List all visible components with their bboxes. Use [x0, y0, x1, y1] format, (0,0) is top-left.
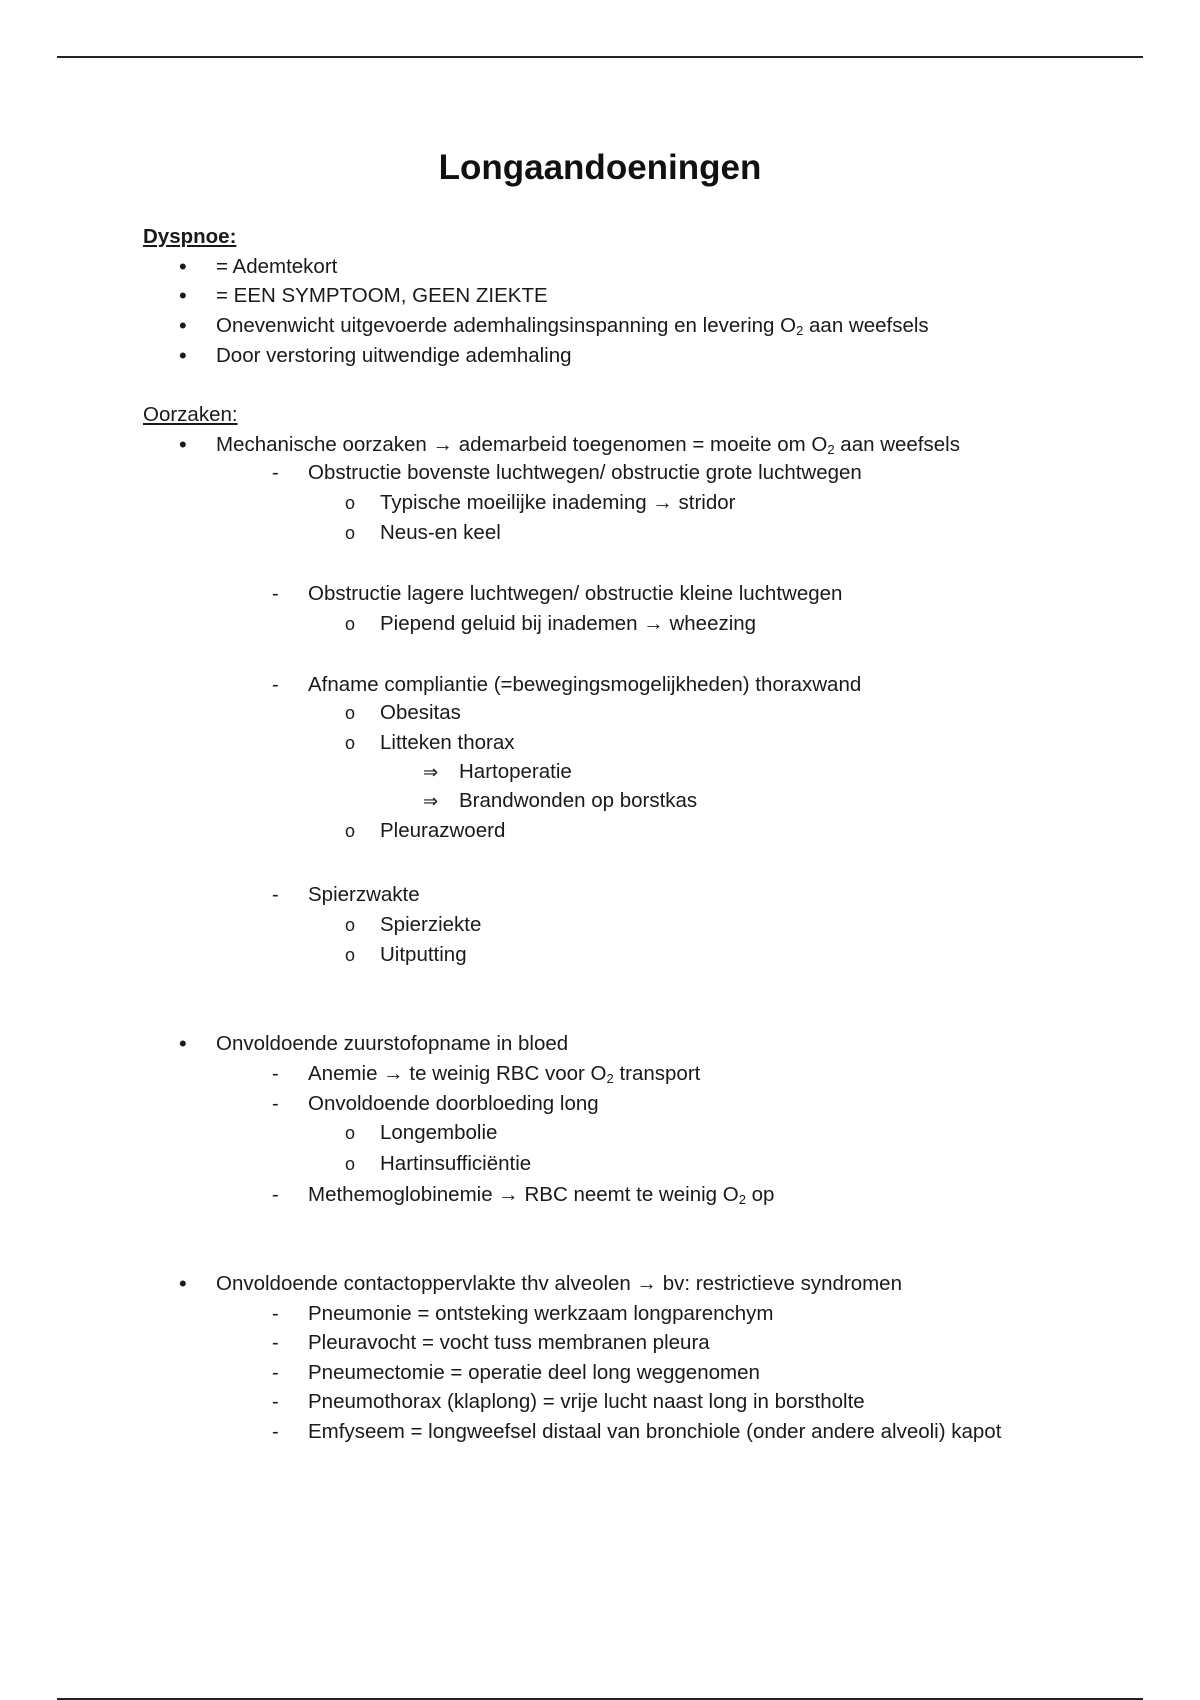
list-item: [272, 1390, 865, 1414]
list-item-text: Spierzwakte: [308, 883, 420, 906]
list-item-text: = EEN SYMPTOOM, GEEN ZIEKTE: [216, 284, 548, 307]
list-item: [423, 760, 572, 784]
list-item: [179, 1271, 902, 1296]
dash-marker: -: [272, 1332, 279, 1354]
list-item-text: Pneumothorax (klaplong) = vrije lucht naast long in borstholte: [308, 1390, 865, 1413]
section-heading-dyspnoe: Dyspnoe:: [143, 225, 237, 248]
list-item-text: Hartinsufficiëntie: [380, 1152, 532, 1175]
dash-marker: -: [272, 462, 279, 484]
list-item-text: Methemoglobinemie → RBC neemt te weinig O: [308, 1183, 739, 1206]
list-item-text: Uitputting: [380, 943, 467, 966]
list-item: [179, 283, 548, 308]
dash-marker: -: [272, 1063, 279, 1085]
list-item-text: Pleurazwoerd: [380, 819, 506, 842]
dash-marker: -: [272, 1093, 279, 1115]
bullet-marker: •: [179, 254, 187, 279]
list-item: [345, 1152, 532, 1176]
list-item-text: Onvoldoende contactoppervlakte thv alveolen → bv: restrictieve syndromen: [216, 1272, 902, 1295]
arrow-marker: ⇒: [423, 762, 439, 782]
circle-marker: o: [345, 945, 356, 965]
list-item-text: Brandwonden op borstkas: [459, 789, 698, 812]
list-item: [345, 1121, 498, 1145]
list-item: [272, 673, 862, 697]
dash-marker: -: [272, 1184, 279, 1206]
list-item-text: Afname compliantie (=bewegingsmogelijkheden) thoraxwand: [308, 673, 862, 696]
list-item-text: Hartoperatie: [459, 760, 572, 783]
list-item-text: Longembolie: [380, 1121, 498, 1144]
list-item: [272, 1092, 599, 1116]
bullet-marker: •: [179, 432, 187, 457]
arrow-marker: ⇒: [423, 791, 439, 811]
dash-marker: -: [272, 1362, 279, 1384]
list-item-text: = Ademtekort: [216, 255, 338, 278]
list-item: [179, 313, 929, 338]
list-item-text: Spierziekte: [380, 913, 482, 936]
circle-marker: o: [345, 523, 356, 543]
circle-marker: o: [345, 1123, 356, 1143]
list-item-text: Onvoldoende zuurstofopname in bloed: [216, 1032, 569, 1055]
list-item-text: Pneumectomie = operatie deel long weggenomen: [308, 1361, 760, 1384]
circle-marker: o: [345, 1154, 356, 1174]
list-item-text: Onvoldoende doorbloeding long: [308, 1092, 599, 1115]
list-item: [179, 343, 572, 368]
circle-marker: o: [345, 821, 356, 841]
bullet-marker: •: [179, 1031, 187, 1056]
list-item-text: Onevenwicht uitgevoerde ademhalingsinspanning en levering O: [216, 314, 797, 337]
list-item: [345, 913, 482, 937]
list-item: [423, 789, 698, 813]
dash-marker: -: [272, 1391, 279, 1413]
list-item-text: Typische moeilijke inademing → stridor: [380, 491, 736, 514]
list-item-text: Neus-en keel: [380, 521, 501, 544]
list-item-text: Pneumonie = ontsteking werkzaam longparenchym: [308, 1302, 774, 1325]
list-item: [272, 1302, 774, 1326]
list-item-text: op: [751, 1183, 775, 1206]
list-item: [345, 491, 736, 515]
list-item: [179, 432, 960, 457]
list-item-text: transport: [619, 1062, 701, 1085]
list-item: [345, 731, 515, 755]
bullet-marker: •: [179, 343, 187, 368]
dash-marker: -: [272, 1421, 279, 1443]
page-title: Longaandoeningen: [438, 148, 762, 187]
subscript: 2: [738, 1192, 746, 1207]
circle-marker: o: [345, 915, 356, 935]
dash-marker: -: [272, 884, 279, 906]
list-item-text: Obstructie bovenste luchtwegen/ obstructie grote luchtwegen: [308, 461, 862, 484]
list-item: [345, 521, 501, 545]
list-item: [272, 883, 420, 907]
list-item-text: Anemie → te weinig RBC voor O: [308, 1062, 607, 1085]
dash-marker: -: [272, 1303, 279, 1325]
list-item: [272, 1361, 760, 1385]
list-item: [345, 612, 757, 636]
list-item-text: Pleuravocht = vocht tuss membranen pleura: [308, 1331, 710, 1354]
list-item: [272, 582, 843, 606]
list-item: [345, 819, 506, 843]
list-item-text: Obstructie lagere luchtwegen/ obstructie kleine luchtwegen: [308, 582, 843, 605]
list-item-text: Obesitas: [380, 701, 461, 724]
list-item-text: Piepend geluid bij inademen → wheezing: [380, 612, 757, 635]
list-item: [345, 943, 467, 967]
bullet-marker: •: [179, 1271, 187, 1296]
list-item: [179, 1031, 569, 1056]
bullet-marker: •: [179, 313, 187, 338]
list-item-text: Emfyseem = longweefsel distaal van bronchiole (onder andere alveoli) kapot: [308, 1420, 1002, 1443]
circle-marker: o: [345, 703, 356, 723]
circle-marker: o: [345, 733, 356, 753]
circle-marker: o: [345, 493, 356, 513]
section-heading-oorzaken: Oorzaken:: [143, 403, 238, 426]
list-item-text: Door verstoring uitwendige ademhaling: [216, 344, 572, 367]
list-item: [272, 461, 862, 485]
list-item: [272, 1062, 701, 1086]
dash-marker: -: [272, 674, 279, 696]
dash-marker: -: [272, 583, 279, 605]
list-item-text: aan weefsels: [809, 314, 929, 337]
header-rule: [57, 56, 1143, 58]
subscript: 2: [606, 1071, 614, 1086]
circle-marker: o: [345, 614, 356, 634]
list-item: [345, 701, 461, 725]
subscript: 2: [827, 442, 835, 457]
list-item: [179, 254, 338, 279]
list-item-text: Mechanische oorzaken → ademarbeid toegenomen = moeite om O: [216, 433, 828, 456]
list-item-text: Litteken thorax: [380, 731, 515, 754]
list-item: [272, 1183, 775, 1207]
list-item-text: aan weefsels: [840, 433, 960, 456]
list-item: [272, 1420, 1002, 1444]
list-item: [272, 1331, 710, 1355]
bullet-marker: •: [179, 283, 187, 308]
subscript: 2: [796, 323, 804, 338]
